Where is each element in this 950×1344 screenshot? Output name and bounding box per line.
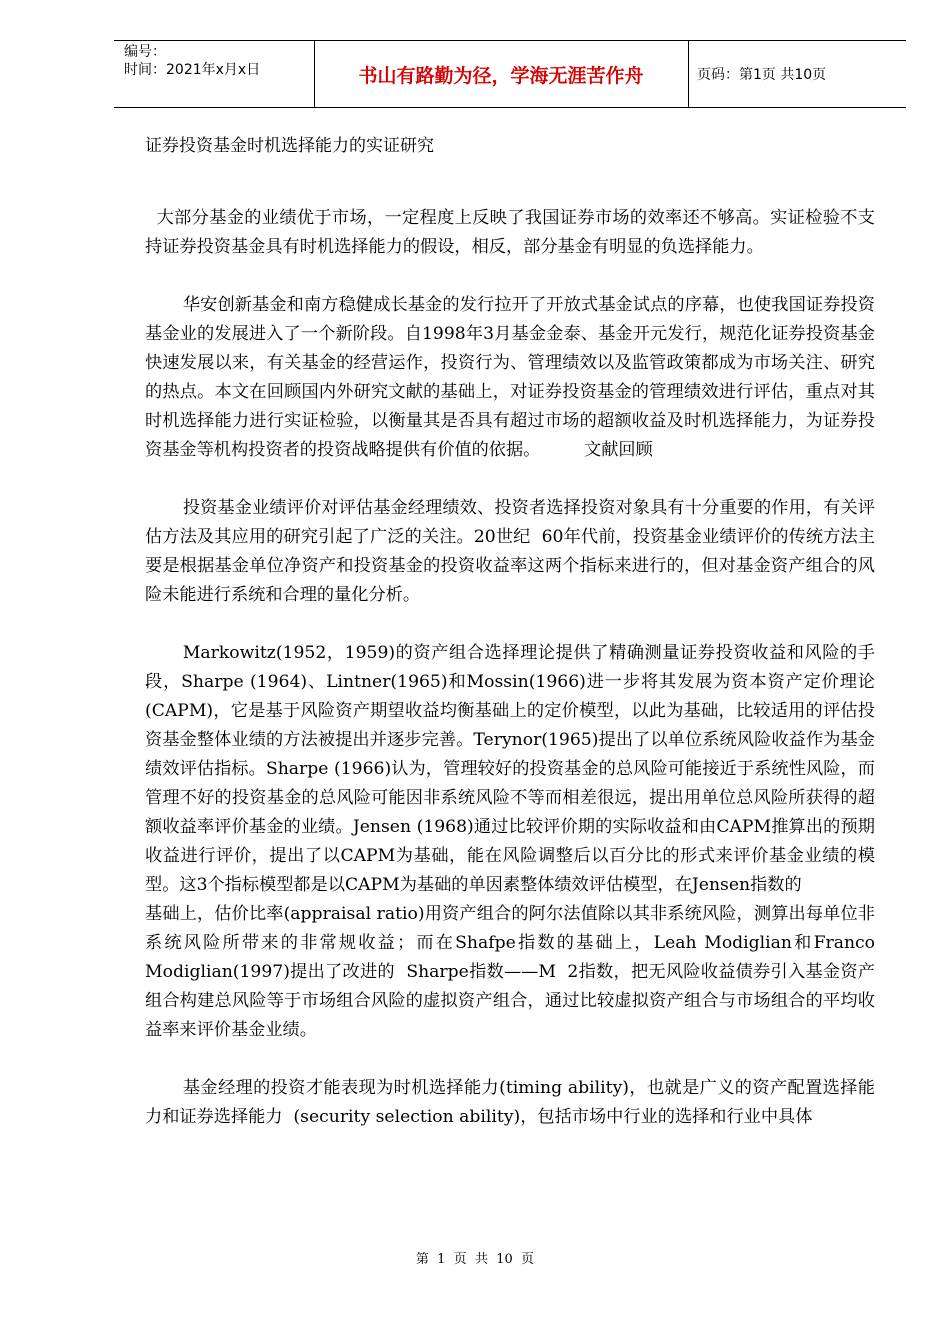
header-page-label: 页码：第1页 共10页 bbox=[697, 67, 827, 83]
paragraph-intro: 华安创新基金和南方稳健成长基金的发行拉开了开放式基金试点的序幕，也使我国证券投资基金业的发展进入了一个新阶段。自1998年3月基金金泰、基金开元发行，规范化证券投资基金快速发展以来，有关基金的经营运作，投资行为、管理绩效以及监管政策都成为市场关注、研究的热点。本文在回顾国内外研究文献的基础上，对证券投资基金的管理绩效进行评估，重点对其时机选择能力进行实证检验，以衡量其是否具有超过市场的超额收益及时机选择能力，为证券投资基金等机构投资者的投资战略提供有价值的依据。 文献回顾 bbox=[145, 295, 875, 460]
header-motto: 书山有路勤为径，学海无涯苦作舟 bbox=[314, 41, 689, 107]
page-footer: 第 1 页 共 10 页 bbox=[415, 1252, 535, 1267]
paragraph-abstract: 大部分基金的业绩优于市场，一定程度上反映了我国证券市场的效率还不够高。实证检验不支持证券投资基金具有时机选择能力的假设，相反，部分基金有明显的负选择能力。 bbox=[145, 208, 875, 257]
doc-date-label: 时间：2021年x月x日 bbox=[124, 62, 261, 78]
document-body bbox=[145, 132, 881, 1132]
paragraph-evaluation: 投资基金业绩评价对评估基金经理绩效、投资者选择投资对象具有十分重要的作用，有关评估方法及其应用的研究引起了广泛的关注。20世纪 60年代前，投资基金业绩评价的传统方法主要是根据基金单位净资产和投资基金的投资收益率这两个指标来进行的，但对基金资产组合的风险未能进行系统和合理的量化分析。 bbox=[145, 498, 875, 605]
page-header bbox=[114, 40, 906, 108]
paragraph-capm: Markowitz(1952，1959)的资产组合选择理论提供了精确测量证券投资收益和风险的手段，Sharpe (1964)、Lintner(1965)和Mossin(1966)进一步将其发展为资本资产定价理论(CAPM)，它是基于风险资产期望收益均衡基础上的定价模型，以此为基础，比较适用的评估投资基金整体业绩的方法被提出并逐步完善。Terynor(1965)提出了以单位系统风险收益作为基金绩效评估指标。Sharpe (1966)认为，管理较好的投资基金的总风险可能接近于系统性风险，而管理不好的投资基金的总风险可能因非系统风险不等而相差很远，提出用单位总风险所获得的超额收益率评价基金的业绩。Jensen (1968)通过比较评价期的实际收益和由CAPM推算出的预期收益进行评价，提出了以CAPM为基础，能在风险调整后以百分比的形式来评价基金业绩的模型。这3个指标模型都是以CAPM为基础的单因素整体绩效评估模型，在Jensen指数的 bbox=[145, 643, 875, 895]
paragraph-appraisal: 基础上，估价比率(appraisal ratio)用资产组合的阿尔法值除以其非系统风险，测算出每单位非系统风险所带来的非常规收益；而在Shafpe指数的基础上，Leah Modiglian和Franco Modiglian(1997)提出了改进的 Sharpe指数——M 2指数，把无风险收益债券引入基金资产组合构建总风险等于市场组合风险的虚拟资产组合，通过比较虚拟资产组合与市场组合的平均收益率来评价基金业绩。 bbox=[145, 904, 881, 1040]
doc-number-label: 编号： bbox=[124, 44, 166, 60]
header-meta bbox=[114, 41, 315, 107]
paragraph-timing: 基金经理的投资才能表现为时机选择能力(timing ability)，也就是广义的资产配置选择能力和证券选择能力 (security selection ability)，包括市场中行业的选择和行业中具体 bbox=[145, 1078, 875, 1127]
document-title: 证券投资基金时机选择能力的实证研究 bbox=[145, 136, 434, 156]
